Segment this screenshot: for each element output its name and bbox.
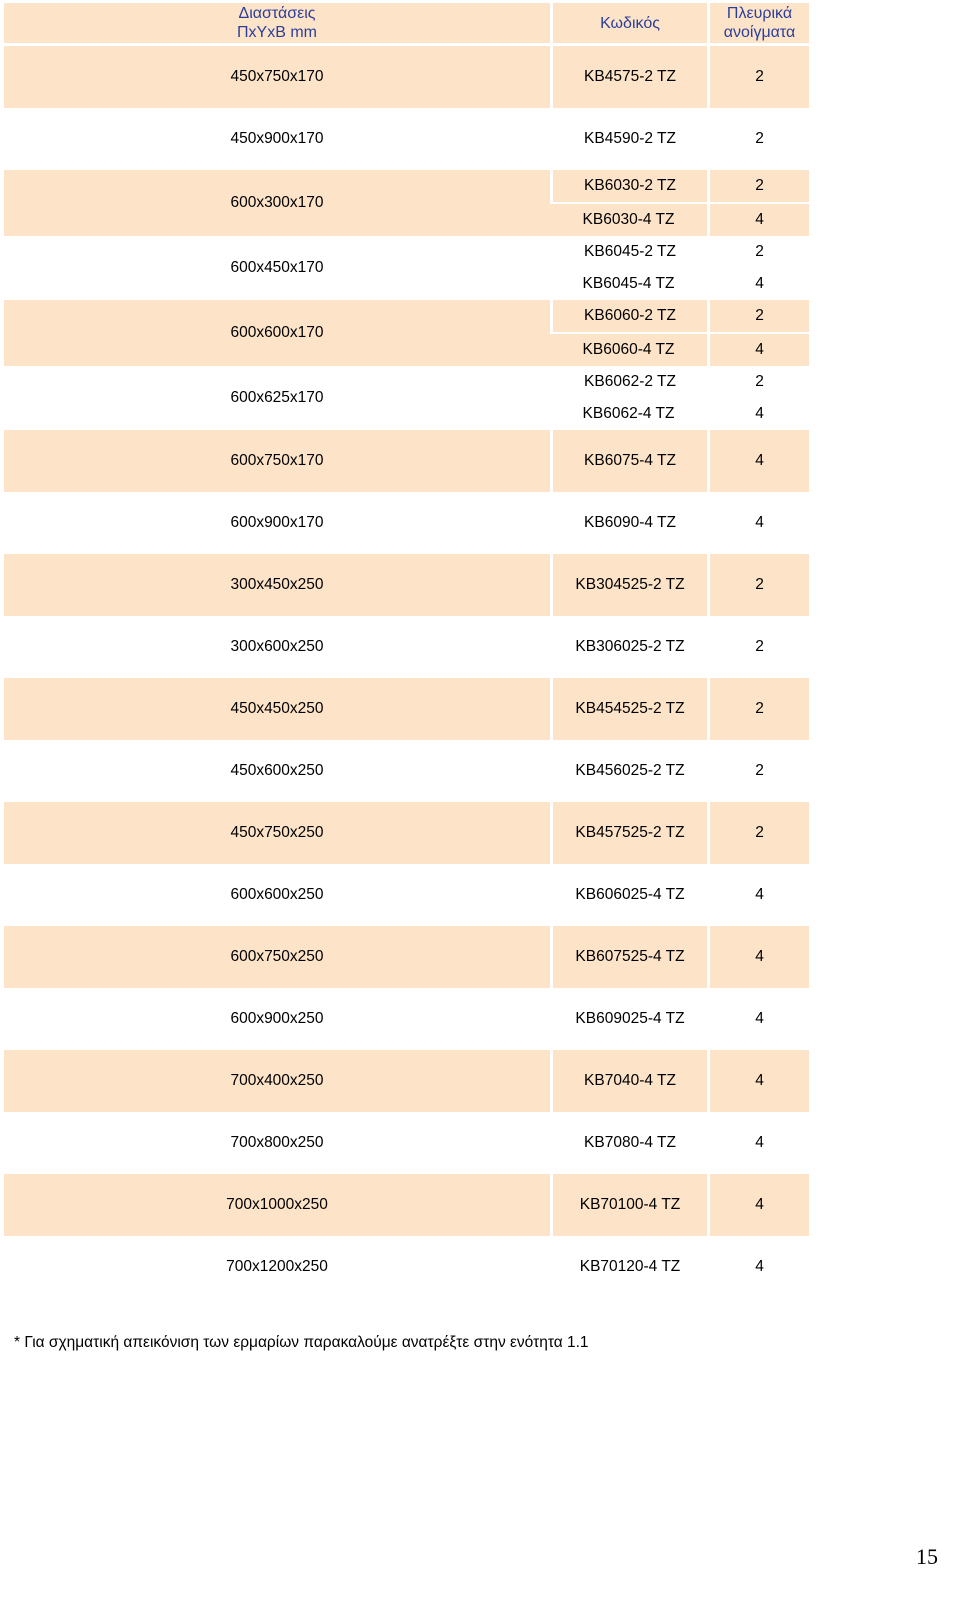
table-row — [4, 492, 809, 554]
footnote: * Για σχηματική απεικόνιση των ερμαρίων παρακαλούμε ανατρέξτε στην ενότητα 1.1 — [14, 1334, 589, 1351]
dimension-cell: 700x1000x250 — [4, 1174, 550, 1236]
code-cell: KB606025-4 TZ — [550, 864, 707, 926]
openings-cell: 4 — [707, 398, 809, 430]
openings-cell: 2 — [707, 236, 809, 268]
table-row — [4, 236, 809, 268]
table-row — [4, 678, 809, 740]
dimension-cell: 450x600x250 — [230, 762, 324, 779]
openings-cell: 2 — [707, 802, 809, 864]
product-spec-table — [4, 3, 809, 1298]
table-row — [4, 988, 809, 1050]
code-cell: KB456025-2 TZ — [550, 740, 707, 802]
dimension-cell: 300x450x250 — [4, 554, 550, 616]
openings-cell: 2 — [707, 366, 809, 398]
header-dimensions-line1: Διαστάσεις — [238, 5, 316, 22]
code-cell: KB4575-2 TZ — [550, 46, 707, 108]
openings-cell: 2 — [707, 616, 809, 678]
dimension-cell: 600x750x250 — [4, 926, 550, 988]
code-cell: KB6062-2 TZ — [550, 366, 707, 398]
dimension-cell: 700x400x250 — [4, 1050, 550, 1112]
dimension-cell: 600x300x170 — [4, 170, 550, 236]
code-cell: KB6062-4 TZ — [582, 405, 675, 422]
code-cell: KB304525-2 TZ — [550, 554, 707, 616]
openings-cell: 2 — [707, 554, 809, 616]
openings-cell: 4 — [707, 988, 809, 1050]
table-row — [4, 740, 809, 802]
table-row — [4, 46, 809, 108]
table-header-row — [4, 3, 809, 46]
code-cell: KB6090-4 TZ — [550, 492, 707, 554]
code-cell: KB6060-4 TZ — [550, 334, 707, 366]
table-row — [4, 430, 809, 492]
table-row — [4, 366, 809, 398]
dimension-cell: 450x750x170 — [4, 46, 550, 108]
code-cell: KB607525-4 TZ — [550, 926, 707, 988]
dimension-cell: 600x625x170 — [230, 389, 324, 406]
code-cell: KB7080-4 TZ — [550, 1112, 707, 1174]
dimension-cell: 600x900x170 — [230, 514, 324, 531]
code-cell: KB454525-2 TZ — [550, 678, 707, 740]
table-row — [4, 300, 809, 334]
header-openings — [707, 3, 809, 46]
openings-cell: 2 — [707, 108, 809, 170]
header-openings-line1: Πλευρικά — [726, 5, 793, 22]
code-cell: KB6030-4 TZ — [550, 204, 707, 236]
dimension-cell: 600x450x170 — [230, 259, 324, 276]
table-row — [4, 1174, 809, 1236]
code-cell: KB6030-2 TZ — [550, 170, 707, 204]
dimension-cell: 600x600x250 — [230, 886, 324, 903]
table-row — [4, 616, 809, 678]
openings-cell: 4 — [707, 204, 809, 236]
table-row — [4, 1236, 809, 1298]
openings-cell: 4 — [707, 1050, 809, 1112]
dimension-cell: 600x600x170 — [4, 300, 550, 366]
table-row — [4, 802, 809, 864]
openings-cell: 2 — [707, 300, 809, 334]
dimension-cell: 450x450x250 — [4, 678, 550, 740]
openings-cell: 4 — [707, 1174, 809, 1236]
openings-cell: 4 — [707, 492, 809, 554]
table-row — [4, 1050, 809, 1112]
code-cell: KB306025-2 TZ — [550, 616, 707, 678]
dimension-cell: 450x900x170 — [230, 130, 324, 147]
code-cell: KB70100-4 TZ — [550, 1174, 707, 1236]
code-cell: KB6045-4 TZ — [582, 275, 675, 292]
dimension-cell: 600x750x170 — [4, 430, 550, 492]
table-row — [4, 864, 809, 926]
openings-cell: 4 — [707, 268, 809, 300]
code-cell: KB7040-4 TZ — [550, 1050, 707, 1112]
header-openings-line2: ανοίγματα — [723, 24, 796, 41]
header-dimensions-line2: ΠxΥxΒ mm — [237, 24, 317, 41]
dimension-cell: 300x600x250 — [230, 638, 324, 655]
code-cell: KB609025-4 TZ — [550, 988, 707, 1050]
dimension-cell: 700x800x250 — [230, 1134, 324, 1151]
openings-cell: 4 — [707, 1236, 809, 1298]
dimension-cell: 450x750x250 — [4, 802, 550, 864]
table-row — [4, 1112, 809, 1174]
code-cell: KB70120-4 TZ — [550, 1236, 707, 1298]
dimension-cell: 600x900x250 — [230, 1010, 324, 1027]
header-code: Κωδικός — [550, 3, 707, 46]
openings-cell: 2 — [707, 678, 809, 740]
table-row — [4, 170, 809, 204]
openings-cell: 2 — [707, 170, 809, 204]
openings-cell: 4 — [707, 864, 809, 926]
code-cell: KB6060-2 TZ — [550, 300, 707, 334]
code-cell: KB6075-4 TZ — [550, 430, 707, 492]
code-cell: KB4590-2 TZ — [550, 108, 707, 170]
table-row — [4, 108, 809, 170]
openings-cell: 4 — [707, 334, 809, 366]
openings-cell: 4 — [707, 430, 809, 492]
table-row — [4, 554, 809, 616]
code-cell: KB457525-2 TZ — [550, 802, 707, 864]
code-cell: KB6045-2 TZ — [550, 236, 707, 268]
openings-cell: 4 — [707, 926, 809, 988]
table-row — [4, 926, 809, 988]
openings-cell: 2 — [707, 46, 809, 108]
openings-cell: 2 — [707, 740, 809, 802]
page-number: 15 — [916, 1544, 938, 1569]
header-dimensions — [4, 3, 550, 46]
openings-cell: 4 — [707, 1112, 809, 1174]
dimension-cell: 700x1200x250 — [226, 1258, 328, 1275]
